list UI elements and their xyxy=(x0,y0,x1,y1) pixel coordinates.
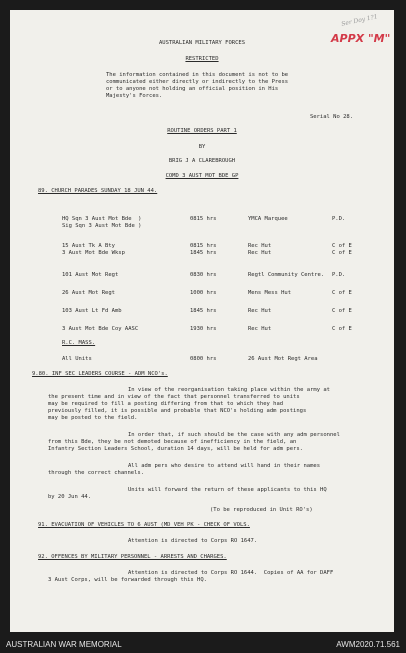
table-row-unit: Sig Sqn 3 Aust Mot Bde ) xyxy=(62,223,142,229)
section-90-heading: 9.80. INF SEC LEADERS COURSE - ADM NCO's. xyxy=(32,371,168,377)
rc-row-time: 0800 hrs xyxy=(190,356,217,362)
commander-name: BRIG J A CLAREBROUGH xyxy=(168,158,236,164)
table-row-denomination: C of E xyxy=(332,308,352,314)
table-row-denomination: C of E xyxy=(332,250,352,256)
rc-mass-heading: R.C. MASS. xyxy=(62,340,96,346)
archive-reference: AWM2020.71.561 xyxy=(336,640,400,649)
paragraph-line: through the correct channels. xyxy=(48,470,145,476)
serial-number: Serial No 28. xyxy=(310,114,354,120)
table-row-unit: 26 Aust Mot Regt xyxy=(62,290,115,296)
table-row-place: Rec Hut xyxy=(248,308,272,314)
paragraph-line: may be required to fill a posting differing from that to which they had xyxy=(48,401,284,407)
paragraph-line: Attention is directed to Corps RO 1647. xyxy=(128,538,258,544)
paragraph-line: from this Bde, they be not demoted because of inefficiency in the field, an xyxy=(48,439,297,445)
table-row-denomination: C of E xyxy=(332,243,352,249)
restricted-heading: RESTRICTED xyxy=(185,56,219,62)
orders-title: ROUTINE ORDERS PART 1 xyxy=(167,128,237,134)
table-row-time: 0815 hrs xyxy=(190,216,217,222)
paragraph-line: In order that, if such should be the case with any adm personnel xyxy=(128,432,340,438)
paragraph-line: Attention is directed to Corps RO 1644. Copies of AA for DAFF xyxy=(128,570,334,576)
table-row-time: 0830 hrs xyxy=(190,272,217,278)
paragraph-line: the present time and in view of the fact that personnel transferred to units xyxy=(48,394,300,400)
rc-row-place: 26 Aust Mot Regt Area xyxy=(248,356,318,362)
warning-line-4: Majesty's Forces. xyxy=(106,93,163,99)
table-row-time: 1930 hrs xyxy=(190,326,217,332)
warning-line-3: or to anyone not holding an official position in His xyxy=(106,86,279,92)
command-title: COMD 3 AUST MOT BDE GP xyxy=(165,173,239,179)
paragraph-line: Infantry Section Leaders School, duration 14 days, will be held for adm pers. xyxy=(48,446,303,452)
table-row-place: Rec Hut xyxy=(248,243,272,249)
table-row-unit: 101 Aust Mot Regt xyxy=(62,272,119,278)
table-row-unit: 3 Aust Mot Bde Wksp xyxy=(62,250,125,256)
org-heading: AUSTRALIAN MILITARY FORCES xyxy=(158,40,246,46)
table-row-denomination: P.D. xyxy=(332,272,346,278)
section-92-heading: 92. OFFENCES BY MILITARY PERSONNEL - ARRESTS AND CHARGES. xyxy=(38,554,227,560)
paragraph-line: previously filled, it is possible and probable that NCO's holding adm postings xyxy=(48,408,307,414)
pencil-annotation: Ser Doy 1?1 xyxy=(340,13,379,28)
table-row-time: 0815 hrs xyxy=(190,243,217,249)
reproduce-note: (To be reproduced in Unit RO's) xyxy=(210,507,313,513)
table-row-place: Rec Hut xyxy=(248,250,272,256)
paragraph-line: 3 Aust Corps, will be forwarded through this HQ. xyxy=(48,577,207,583)
table-row-place: YMCA Marquee xyxy=(248,216,288,222)
table-row-denomination: C of E xyxy=(332,290,352,296)
orders-by: BY xyxy=(198,144,206,150)
table-row-place: Rec Hut xyxy=(248,326,272,332)
table-row-place: Regtl Community Centre. xyxy=(248,272,325,278)
table-row-unit: 3 Aust Mot Bde Coy AASC xyxy=(62,326,139,332)
section-89-heading: 89. CHURCH PARADES SUNDAY 18 JUN 44. xyxy=(38,188,158,194)
document-page xyxy=(10,10,394,632)
table-row-time: 1845 hrs xyxy=(190,250,217,256)
archive-credit: AUSTRALIAN WAR MEMORIAL xyxy=(6,640,122,649)
appendix-stamp: APPX "M" xyxy=(331,32,391,45)
table-row-unit: 15 Aust Tk A Bty xyxy=(62,243,115,249)
warning-line-2: communicated either directly or indirectly to the Press xyxy=(106,79,289,85)
table-row-time: 1000 hrs xyxy=(190,290,217,296)
table-row-denomination: P.D. xyxy=(332,216,346,222)
table-row-unit: HQ Sqn 3 Aust Mot Bde ) xyxy=(62,216,142,222)
section-91-heading: 91. EVACUATION OF VEHICLES TO 6 AUST (MD VEH PK - CHECK OF VOLS. xyxy=(38,522,250,528)
paragraph-line: may be posted to the field. xyxy=(48,415,138,421)
rc-row-unit: All Units xyxy=(62,356,92,362)
paragraph-line: by 20 Jun 44. xyxy=(48,494,92,500)
table-row-time: 1845 hrs xyxy=(190,308,217,314)
table-row-place: Mens Mess Hut xyxy=(248,290,292,296)
table-row-unit: 103 Aust Lt Fd Amb xyxy=(62,308,122,314)
warning-line-1: The information contained in this document is not to be xyxy=(106,72,289,78)
paragraph-line: All adm pers who desire to attend will hand in their names xyxy=(128,463,321,469)
paragraph-line: In view of the reorganisation taking place within the army at xyxy=(128,387,330,393)
table-row-denomination: C of E xyxy=(332,326,352,332)
paragraph-line: Units will forward the return of these applicants to this HQ xyxy=(128,487,327,493)
